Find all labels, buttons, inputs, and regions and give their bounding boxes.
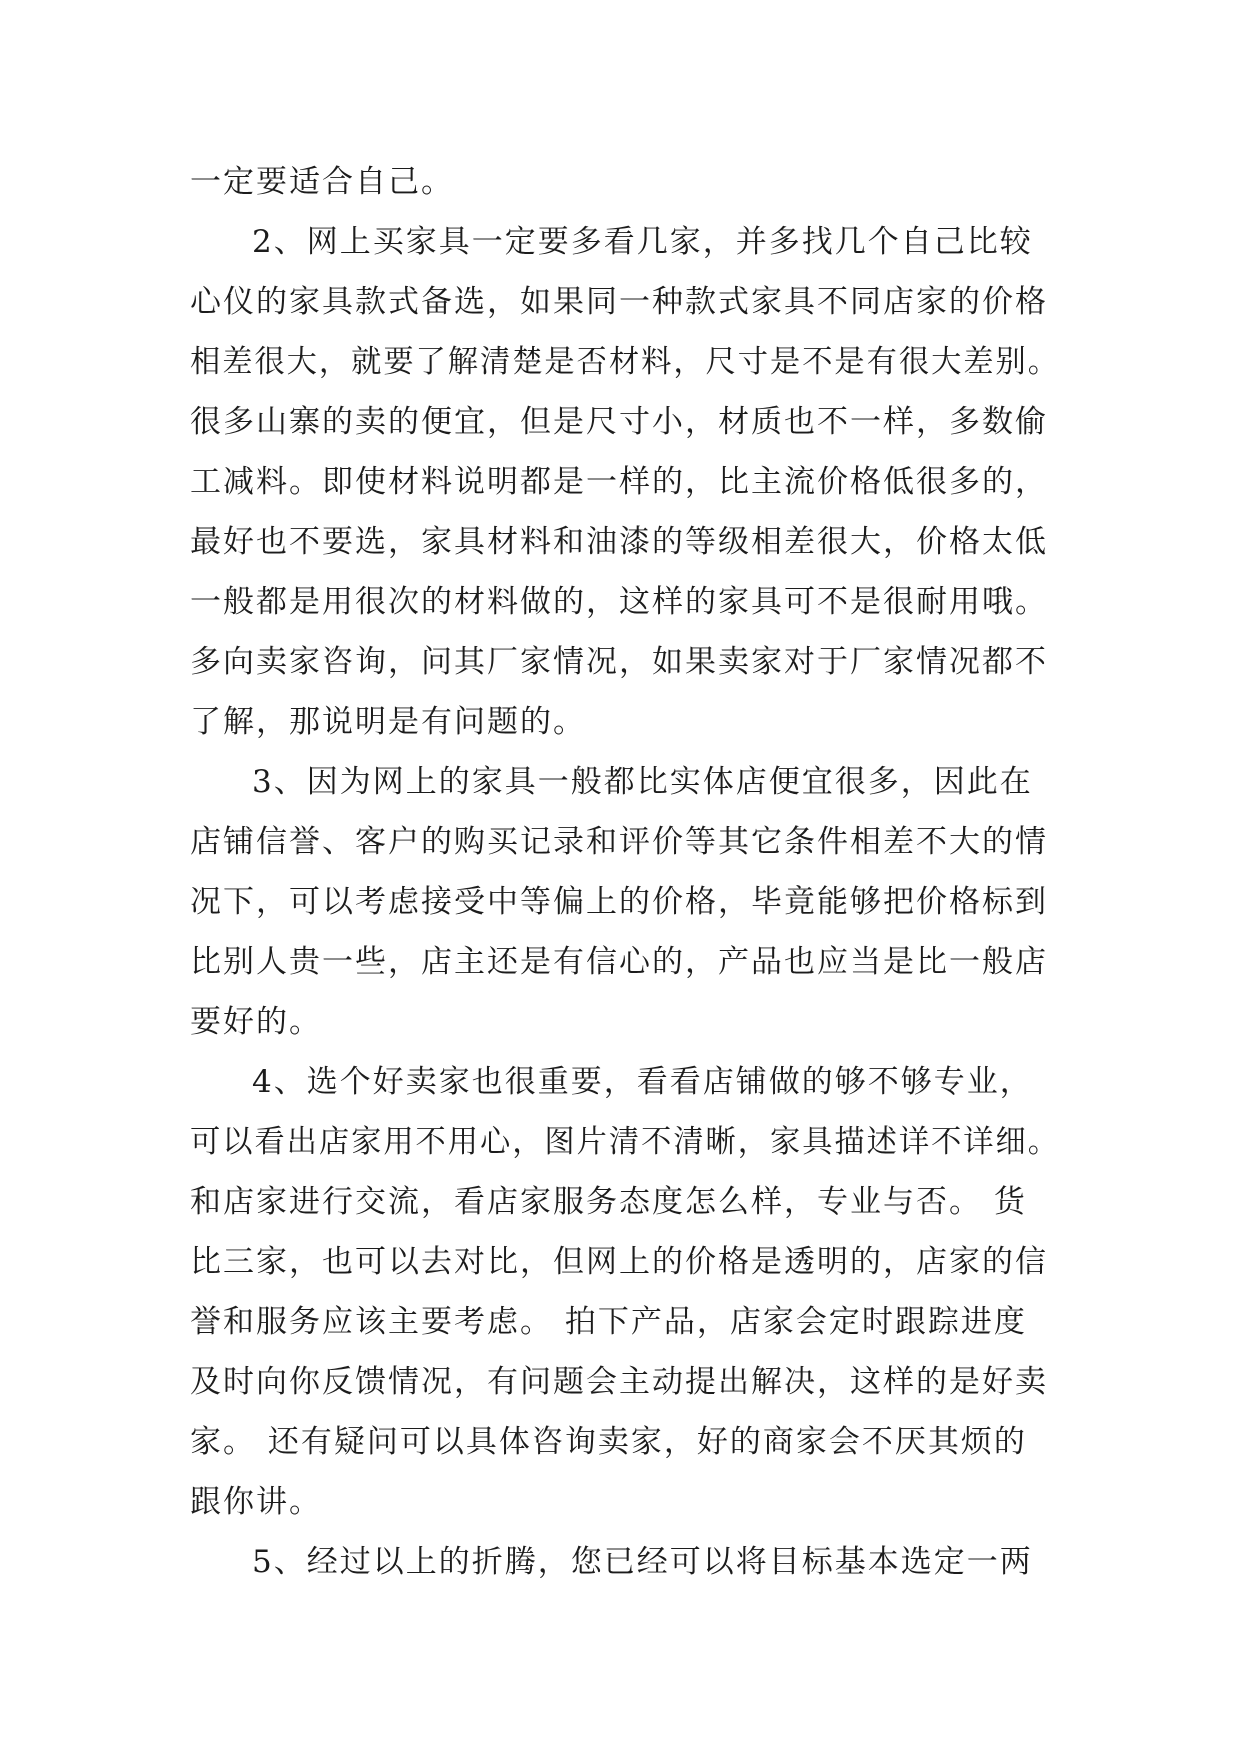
text-line: 工减料。即使材料说明都是一样的，比主流价格低很多的，	[190, 464, 1048, 500]
text-line: 最好也不要选，家具材料和油漆的等级相差很大，价格太低	[190, 524, 1048, 560]
text-line: 可以看出店家用不用心，图片清不清晰，家具描述详不详细。	[190, 1124, 1060, 1160]
text-line: 比别人贵一些，店主还是有信心的，产品也应当是比一般店	[190, 944, 1048, 980]
paragraph-2-start: 2、网上买家具一定要多看几家，并多找几个自己比较	[252, 224, 1033, 260]
text-line: 比三家，也可以去对比，但网上的价格是透明的，店家的信	[190, 1244, 1048, 1280]
text-line: 心仪的家具款式备选，如果同一种款式家具不同店家的价格	[190, 284, 1048, 320]
text-line: 和店家进行交流，看店家服务态度怎么样，专业与否。 货	[190, 1184, 1027, 1220]
paragraph-4-start: 4、选个好卖家也很重要，看看店铺做的够不够专业，	[252, 1064, 1033, 1100]
text-line: 跟你讲。	[190, 1484, 322, 1520]
text-line: 一般都是用很次的材料做的，这样的家具可不是很耐用哦。	[190, 584, 1048, 620]
text-line: 相差很大，就要了解清楚是否材料，尺寸是不是有很大差别。	[190, 344, 1060, 380]
paragraph-3-start: 3、因为网上的家具一般都比实体店便宜很多，因此在	[252, 764, 1033, 800]
text-line: 了解，那说明是有问题的。	[190, 704, 586, 740]
text-line: 誉和服务应该主要考虑。 拍下产品，店家会定时跟踪进度	[190, 1304, 1027, 1340]
text-line: 要好的。	[190, 1004, 322, 1040]
paragraph-5-start: 5、经过以上的折腾，您已经可以将目标基本选定一两	[252, 1544, 1033, 1580]
text-line: 多向卖家咨询，问其厂家情况，如果卖家对于厂家情况都不	[190, 644, 1048, 680]
text-line: 况下，可以考虑接受中等偏上的价格，毕竟能够把价格标到	[190, 884, 1048, 920]
text-line: 店铺信誉、客户的购买记录和评价等其它条件相差不大的情	[190, 824, 1048, 860]
text-line: 很多山寨的卖的便宜，但是尺寸小，材质也不一样，多数偷	[190, 404, 1048, 440]
text-line: 一定要适合自己。	[190, 164, 454, 200]
text-line: 家。 还有疑问可以具体咨询卖家，好的商家会不厌其烦的	[190, 1424, 1027, 1460]
text-line: 及时向你反馈情况，有问题会主动提出解决，这样的是好卖	[190, 1364, 1048, 1400]
